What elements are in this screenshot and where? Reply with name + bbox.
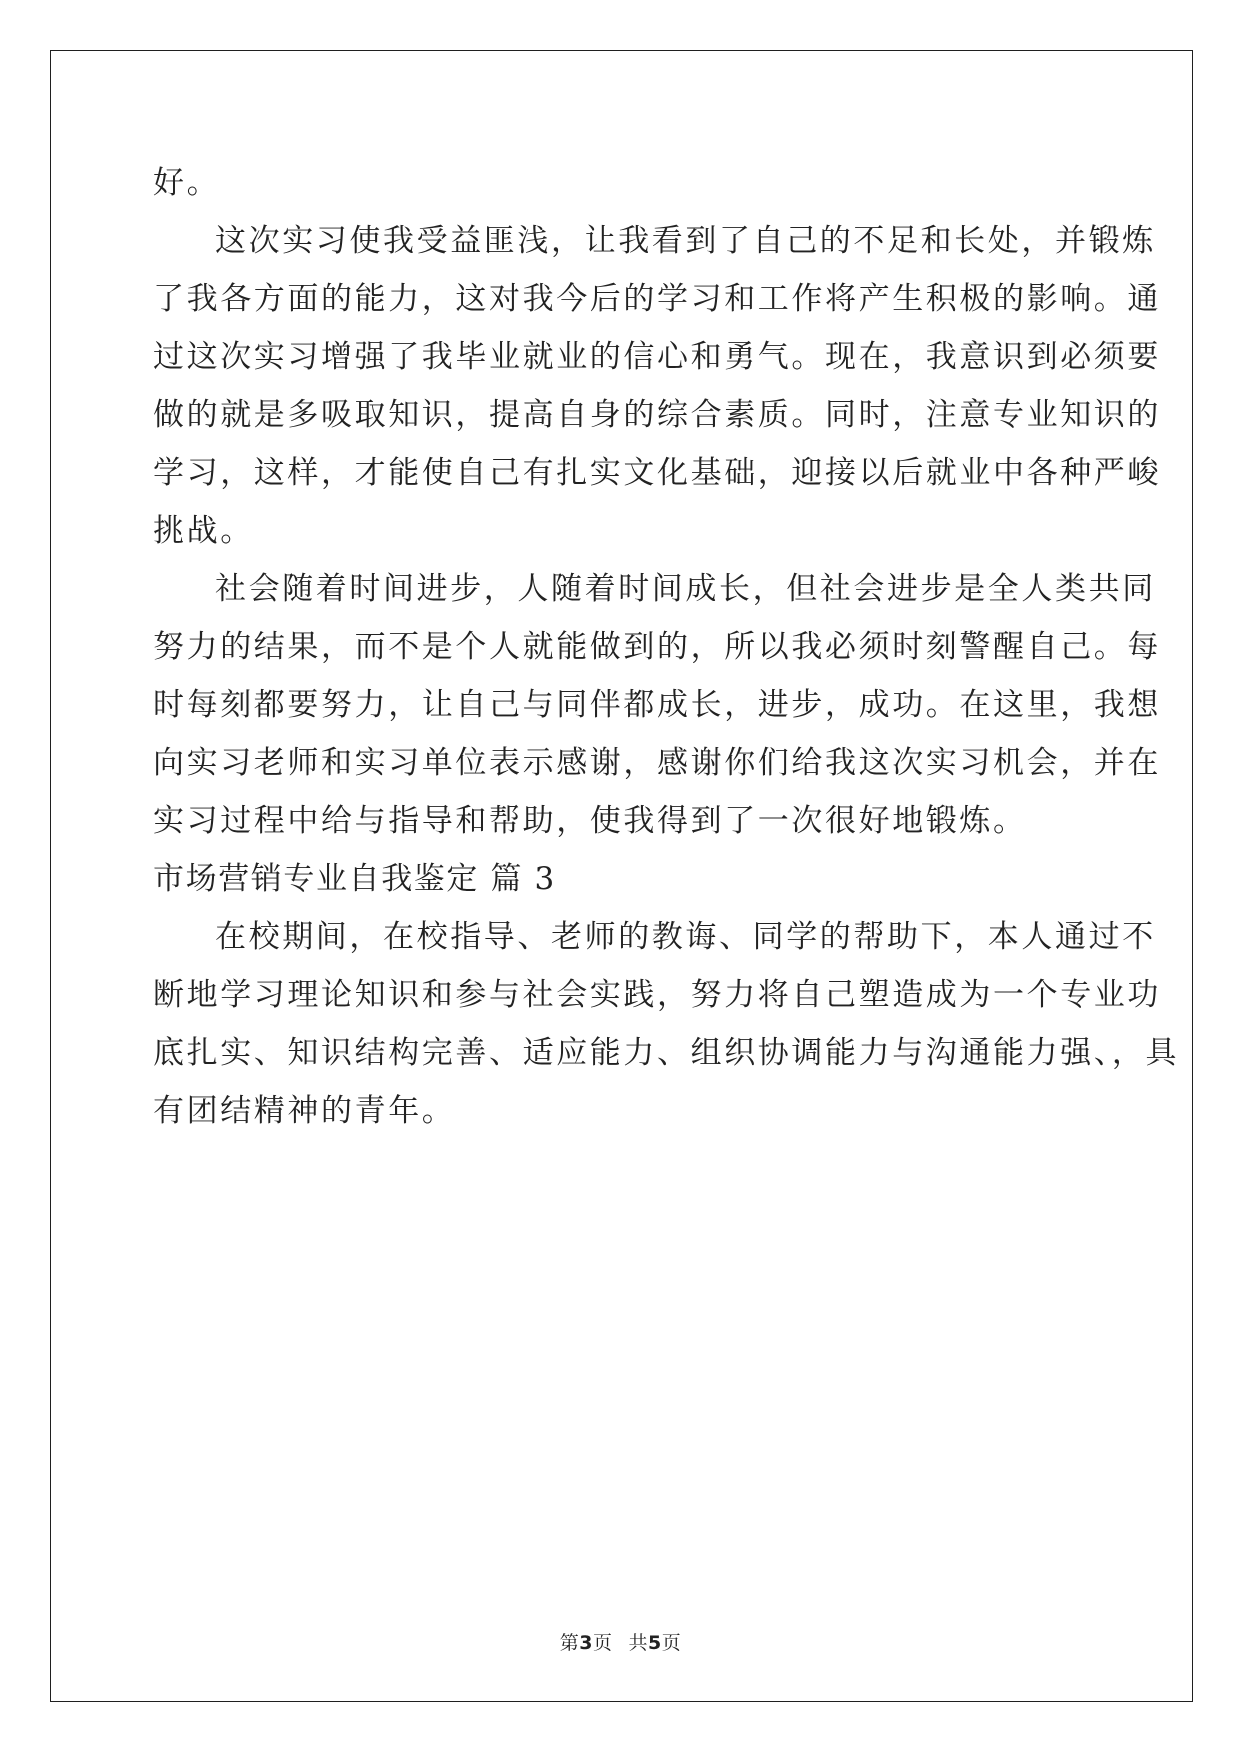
paragraph-line: 做的就是多吸取知识，提高自身的综合素质。同时，注意专业知识的 <box>153 397 1161 433</box>
page-prefix: 第 <box>559 1632 580 1654</box>
paragraph-line: 学习，这样，才能使自己有扎实文化基础，迎接以后就业中各种严峻 <box>153 455 1161 491</box>
paragraph-line: 社会随着时间进步，人随着时间成长，但社会进步是全人类共同 <box>215 571 1156 607</box>
paragraph-line: 有团结精神的青年。 <box>153 1093 456 1129</box>
current-page-number: 3 <box>579 1632 593 1654</box>
paragraph-line: 断地学习理论知识和参与社会实践，努力将自己塑造成为一个专业功 <box>153 977 1161 1013</box>
page-suffix: 页 <box>592 1632 613 1654</box>
paragraph-line: 过这次实习增强了我毕业就业的信心和勇气。现在，我意识到必须要 <box>153 339 1161 375</box>
total-prefix: 共 <box>628 1632 649 1654</box>
paragraph-line: 挑战。 <box>153 513 254 549</box>
paragraph-line: 了我各方面的能力，这对我今后的学习和工作将产生积极的影响。通 <box>153 281 1161 317</box>
paragraph-line: 这次实习使我受益匪浅，让我看到了自己的不足和长处，并锻炼 <box>215 223 1156 259</box>
paragraph-line: 向实习老师和实习单位表示感谢，感谢你们给我这次实习机会，并在 <box>153 745 1161 781</box>
paragraph-line: 实习过程中给与指导和帮助，使我得到了一次很好地锻炼。 <box>153 803 1027 839</box>
paragraph-line: 努力的结果，而不是个人就能做到的，所以我必须时刻警醒自己。每 <box>153 629 1161 665</box>
total-suffix: 页 <box>661 1632 682 1654</box>
section-heading: 市场营销专业自我鉴定 篇 3 <box>153 861 556 897</box>
paragraph-line: 在校期间，在校指导、老师的教诲、同学的帮助下，本人通过不 <box>215 919 1156 955</box>
paragraph-line: 底扎实、知识结构完善、适应能力、组织协调能力与沟通能力强、，具 <box>153 1035 1180 1071</box>
total-pages-number: 5 <box>648 1632 662 1654</box>
page-footer <box>0 1631 1241 1655</box>
document-body <box>153 154 1180 1140</box>
paragraph-line: 好。 <box>153 165 221 201</box>
paragraph-line: 时每刻都要努力，让自己与同伴都成长，进步，成功。在这里，我想 <box>153 687 1161 723</box>
